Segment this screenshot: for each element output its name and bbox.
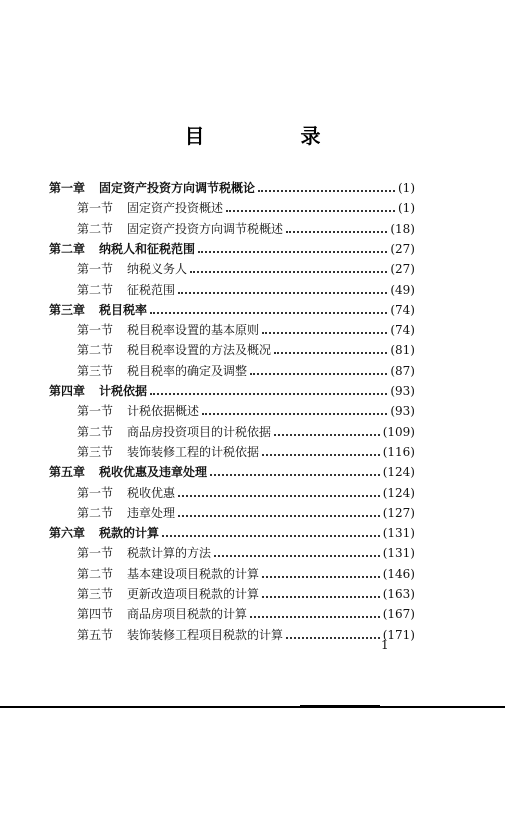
entry-page: (81) — [390, 343, 415, 358]
entry-title: 纳税人和征税范围 — [99, 241, 196, 256]
toc-section-entry — [77, 420, 415, 440]
entry-page: (163) — [382, 587, 415, 601]
leader-dots — [214, 555, 380, 557]
entry-number: 第二节 — [77, 566, 114, 581]
toc-section-entry — [77, 440, 415, 460]
leader-dots — [250, 373, 387, 375]
entry-title: 税款计算的方法 — [127, 546, 212, 561]
entry-number: 第二章 — [49, 241, 86, 256]
toc-section-entry — [77, 562, 415, 582]
entry-number: 第三章 — [49, 302, 86, 317]
entry-number: 第一章 — [49, 181, 86, 195]
entry-number: 第一节 — [77, 262, 114, 277]
entry-number: 第一节 — [77, 485, 114, 500]
entry-title: 税目税率的确定及调整 — [127, 363, 248, 378]
entry-number: 第二节 — [77, 343, 114, 358]
entry-number: 第五节 — [77, 627, 114, 642]
entry-page: (1) — [398, 201, 415, 216]
entry-title: 装饰装修工程项目税款的计算 — [127, 627, 284, 642]
entry-number: 第一节 — [77, 201, 114, 216]
entry-title: 基本建设项目税款的计算 — [127, 566, 260, 581]
leader-dots — [274, 434, 380, 436]
bottom-rule-overlay — [300, 705, 380, 708]
entry-title: 计税依据概述 — [127, 404, 200, 419]
leader-dots — [178, 515, 380, 517]
leader-dots — [250, 616, 380, 618]
leader-dots — [162, 535, 380, 537]
entry-number: 第二节 — [77, 505, 114, 520]
toc-section-entry — [77, 623, 415, 643]
leader-dots — [150, 393, 387, 395]
entry-title: 纳税义务人 — [127, 262, 188, 277]
entry-title: 税目税率设置的基本原则 — [127, 323, 260, 338]
entry-title: 更新改造项目税款的计算 — [127, 587, 260, 601]
toc-section-entry — [77, 602, 415, 622]
toc-chapter-entry — [49, 237, 415, 257]
toc-chapter-entry — [49, 298, 415, 318]
toc-section-entry — [77, 278, 415, 298]
entry-page: (27) — [390, 262, 415, 277]
toc-section-entry — [77, 318, 415, 338]
toc-chapter-entry — [49, 521, 415, 541]
entry-title: 税款的计算 — [99, 526, 160, 541]
toc-section-entry — [77, 541, 415, 561]
entry-number: 第三节 — [77, 363, 114, 378]
entry-page: (127) — [382, 505, 415, 520]
toc-section-entry — [77, 196, 415, 216]
entry-title: 固定资产投资概述 — [127, 201, 224, 216]
entry-number: 第二节 — [77, 221, 114, 236]
toc-section-entry — [77, 338, 415, 358]
entry-page: (49) — [390, 282, 415, 297]
entry-page: (146) — [382, 566, 415, 581]
entry-page: (167) — [382, 607, 415, 622]
leader-dots — [178, 292, 387, 294]
entry-page: (124) — [382, 485, 415, 500]
leader-dots — [262, 332, 387, 334]
leader-dots — [210, 474, 380, 476]
entry-title: 固定资产投资方向调节税概论 — [99, 181, 256, 195]
toc-section-entry — [77, 217, 415, 237]
entry-number: 第六章 — [49, 526, 86, 541]
entry-page: (109) — [382, 424, 415, 439]
leader-dots — [262, 576, 380, 578]
leader-dots — [262, 596, 380, 598]
entry-number: 第一节 — [77, 323, 114, 338]
entry-number: 第二节 — [77, 282, 114, 297]
leader-dots — [226, 210, 395, 212]
page-title: 目 录 — [184, 124, 359, 148]
entry-title: 固定资产投资方向调节税概述 — [127, 221, 284, 236]
toc-chapter-entry — [49, 176, 415, 196]
entry-page: (74) — [390, 302, 415, 317]
leader-dots — [190, 271, 387, 273]
toc-section-entry — [77, 359, 415, 379]
entry-page: (74) — [390, 323, 415, 338]
entry-page: (18) — [390, 221, 415, 236]
entry-page: (93) — [390, 384, 415, 398]
entry-page: (87) — [390, 363, 415, 378]
entry-page: (124) — [382, 465, 415, 480]
toc-section-entry — [77, 399, 415, 419]
toc-chapter-entry — [49, 460, 415, 480]
entry-number: 第四章 — [49, 384, 86, 398]
toc-section-entry — [77, 481, 415, 501]
leader-dots — [198, 251, 387, 253]
entry-title: 装饰装修工程的计税依据 — [127, 444, 260, 459]
entry-title: 计税依据 — [99, 384, 148, 398]
leader-dots — [150, 312, 387, 314]
leader-dots — [178, 495, 380, 497]
entry-title: 商品房项目税款的计算 — [127, 607, 248, 622]
toc-section-entry — [77, 257, 415, 277]
entry-page: (27) — [390, 241, 415, 256]
entry-page: (131) — [382, 526, 415, 541]
entry-page: (171) — [382, 627, 415, 642]
entry-title: 税目税率 — [99, 302, 148, 317]
toc-section-entry — [77, 582, 415, 602]
entry-title: 违章处理 — [127, 505, 176, 520]
toc-chapter-entry — [49, 379, 415, 399]
entry-page: (131) — [382, 546, 415, 561]
bottom-rule — [0, 706, 505, 708]
leader-dots — [286, 637, 380, 639]
entry-title: 商品房投资项目的计税依据 — [127, 424, 272, 439]
entry-number: 第一节 — [77, 546, 114, 561]
leader-dots — [258, 190, 395, 192]
entry-number: 第三节 — [77, 444, 114, 459]
entry-number: 第三节 — [77, 587, 114, 601]
entry-page: (116) — [382, 444, 415, 459]
entry-number: 第五章 — [49, 465, 86, 480]
entry-number: 第二节 — [77, 424, 114, 439]
leader-dots — [274, 352, 387, 354]
entry-title: 税目税率设置的方法及概况 — [127, 343, 272, 358]
entry-number: 第四节 — [77, 607, 114, 622]
page-number: 1 — [381, 638, 389, 652]
entry-title: 税收优惠及违章处理 — [99, 465, 208, 480]
entry-page: (1) — [398, 181, 415, 195]
entry-title: 税收优惠 — [127, 485, 176, 500]
leader-dots — [262, 454, 380, 456]
leader-dots — [286, 231, 387, 233]
entry-number: 第一节 — [77, 404, 114, 419]
leader-dots — [202, 413, 387, 415]
entry-page: (93) — [390, 404, 415, 419]
entry-title: 征税范围 — [127, 282, 176, 297]
toc-section-entry — [77, 501, 415, 521]
